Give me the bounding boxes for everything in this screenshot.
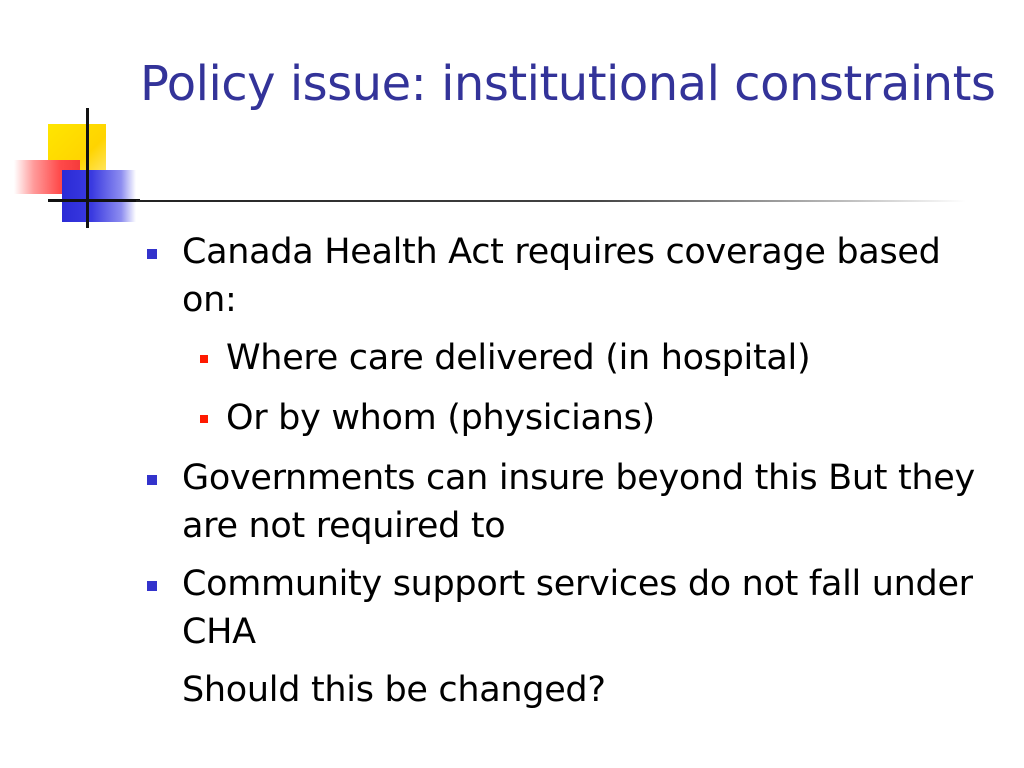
bullet-item — [140, 454, 1000, 550]
bullet-square-icon — [147, 475, 157, 485]
sub-bullet-text: Or by whom (physicians) — [226, 398, 655, 438]
bullet-text: Governments can insure beyond this But they are not required to — [182, 458, 975, 546]
sub-bullet-square-icon — [200, 415, 208, 423]
sub-bullet-item — [140, 394, 1000, 442]
question-text: Should this be changed? — [182, 670, 606, 710]
horizontal-line-decoration — [48, 199, 140, 202]
slide-title: Policy issue: institutional constraints — [140, 56, 996, 112]
blue-bar-decoration — [62, 170, 136, 222]
sub-bullet-square-icon — [200, 355, 208, 363]
plain-text-item — [140, 666, 1000, 714]
bullet-square-icon — [147, 581, 157, 591]
sub-bullet-text: Where care delivered (in hospital) — [226, 338, 811, 378]
sub-bullet-item — [140, 334, 1000, 382]
bullet-text: Canada Health Act requires coverage based on: — [182, 232, 941, 320]
bullet-square-icon — [147, 249, 157, 259]
bullet-item — [140, 560, 1000, 656]
bullet-text: Community support services do not fall under CHA — [182, 564, 973, 652]
title-underline — [136, 200, 966, 202]
bullet-list — [140, 228, 1000, 724]
vertical-line-decoration — [86, 108, 89, 228]
bullet-item — [140, 228, 1000, 324]
